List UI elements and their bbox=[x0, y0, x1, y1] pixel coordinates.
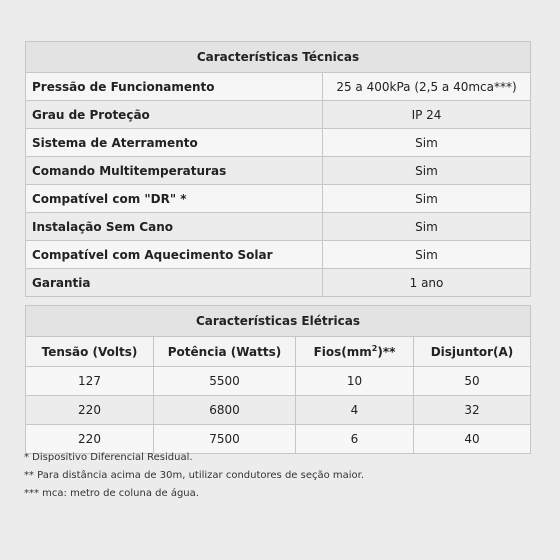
table-header-row bbox=[26, 337, 531, 367]
spec-label: Instalação Sem Cano bbox=[26, 213, 323, 241]
technical-specs-title: Características Técnicas bbox=[26, 42, 531, 73]
potencia-cell: 7500 bbox=[154, 425, 296, 454]
disjuntor-cell: 32 bbox=[414, 396, 531, 425]
spec-value: 25 a 400kPa (2,5 a 40mca***) bbox=[323, 73, 531, 101]
tensao-cell: 127 bbox=[26, 367, 154, 396]
technical-specs-table bbox=[25, 41, 531, 297]
footnote: ** Para distância acima de 30m, utilizar condutores de seção maior. bbox=[24, 470, 365, 481]
disjuntor-cell: 40 bbox=[414, 425, 531, 454]
column-header-potencia: Potência (Watts) bbox=[154, 337, 296, 367]
fios-cell: 6 bbox=[296, 425, 414, 454]
fios-label: Fios(mm bbox=[313, 345, 372, 359]
footnote: * Dispositivo Diferencial Residual. bbox=[24, 452, 193, 463]
fios-exponent: 2 bbox=[371, 344, 378, 353]
fios-suffix: )** bbox=[377, 345, 396, 359]
spec-value: 1 ano bbox=[323, 269, 531, 297]
table-row bbox=[26, 396, 531, 425]
table-row bbox=[26, 213, 531, 241]
spec-label: Compatível com "DR" * bbox=[26, 185, 323, 213]
column-header-fios bbox=[296, 337, 414, 367]
electrical-specs-title: Características Elétricas bbox=[26, 306, 531, 337]
table-row bbox=[26, 269, 531, 297]
column-header-tensao: Tensão (Volts) bbox=[26, 337, 154, 367]
potencia-cell: 5500 bbox=[154, 367, 296, 396]
spec-label: Garantia bbox=[26, 269, 323, 297]
spec-label: Pressão de Funcionamento bbox=[26, 73, 323, 101]
spec-label: Sistema de Aterramento bbox=[26, 129, 323, 157]
table-row bbox=[26, 157, 531, 185]
electrical-specs-table bbox=[25, 305, 531, 454]
spec-value: IP 24 bbox=[323, 101, 531, 129]
fios-cell: 10 bbox=[296, 367, 414, 396]
tensao-cell: 220 bbox=[26, 396, 154, 425]
column-header-disjuntor: Disjuntor(A) bbox=[414, 337, 531, 367]
fios-cell: 4 bbox=[296, 396, 414, 425]
table-row bbox=[26, 367, 531, 396]
table-row bbox=[26, 185, 531, 213]
table-row bbox=[26, 129, 531, 157]
spec-value: Sim bbox=[323, 185, 531, 213]
table-row bbox=[26, 73, 531, 101]
spec-label: Grau de Proteção bbox=[26, 101, 323, 129]
spec-value: Sim bbox=[323, 241, 531, 269]
table-row bbox=[26, 241, 531, 269]
disjuntor-cell: 50 bbox=[414, 367, 531, 396]
footnote: *** mca: metro de coluna de água. bbox=[24, 488, 199, 499]
spec-label: Comando Multitemperaturas bbox=[26, 157, 323, 185]
spec-value: Sim bbox=[323, 129, 531, 157]
potencia-cell: 6800 bbox=[154, 396, 296, 425]
table-row bbox=[26, 101, 531, 129]
footnotes bbox=[24, 449, 364, 503]
spec-label: Compatível com Aquecimento Solar bbox=[26, 241, 323, 269]
spec-value: Sim bbox=[323, 157, 531, 185]
tensao-cell: 220 bbox=[26, 425, 154, 454]
spec-value: Sim bbox=[323, 213, 531, 241]
